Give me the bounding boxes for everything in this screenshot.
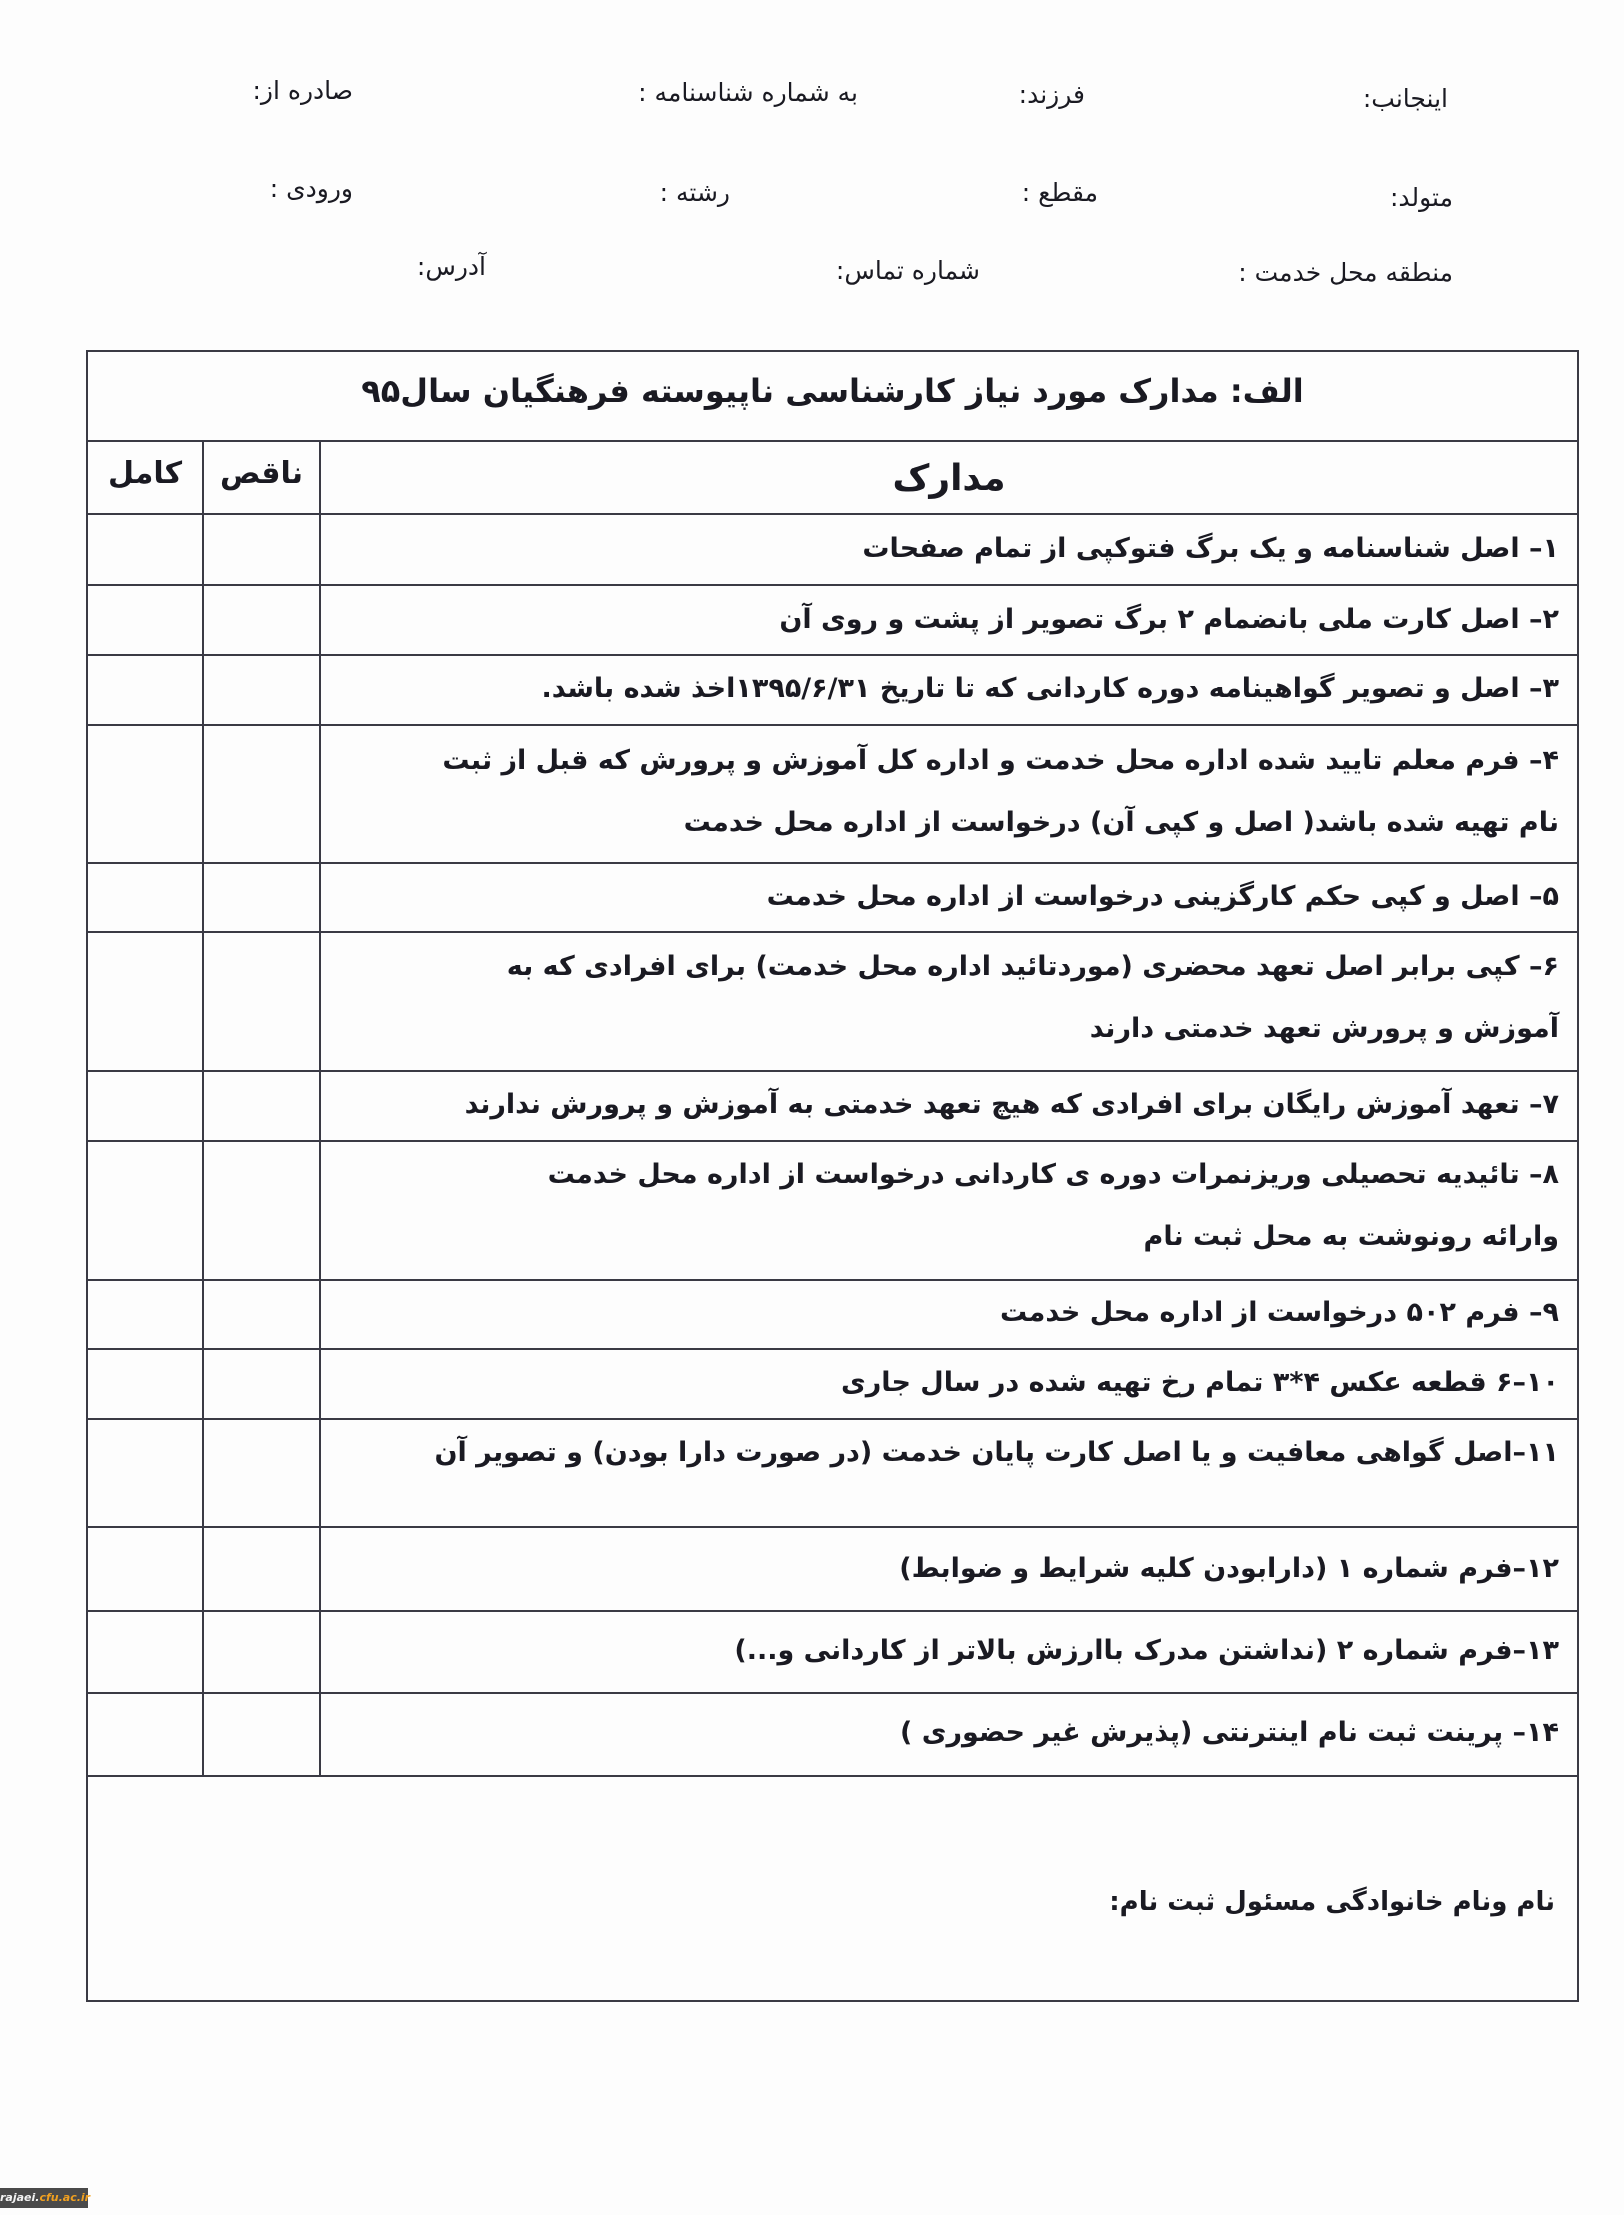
document-row-3 [541, 658, 1559, 720]
document-row-text: ۳– اصل و تصویر گواهینامه دوره کاردانی که تا تاریخ ۱۳۹۵/۶/۳۱اخذ شده باشد. [541, 673, 1559, 704]
column-header-complete: کامل [107, 456, 183, 491]
documents-checklist-table [86, 350, 1579, 2002]
document-row-12 [899, 1538, 1559, 1600]
row-divider [88, 1526, 1577, 1528]
row-divider [88, 724, 1577, 726]
column-header-documents: مدارک [892, 458, 1006, 499]
field-shenasname-label: به شماره شناسنامه : [638, 78, 858, 107]
row-divider [88, 931, 1577, 933]
field-maghta-label: مقطع : [1021, 178, 1098, 207]
column-header-incomplete: ناقص [219, 456, 304, 491]
document-row-text: ۴– فرم معلم تایید شده اداره محل خدمت و اداره کل آموزش و پرورش که قبل از ثبت [442, 745, 1559, 776]
document-row-2 [779, 589, 1559, 651]
field-farzand-label: فرزند: [1018, 80, 1085, 109]
document-row-text: ۱۳–فرم شماره ۲ (نداشتن مدرک باارزش بالاتر از کاردانی و...) [734, 1635, 1559, 1666]
registrar-name-label: نام ونام خانوادگی مسئول ثبت نام: [1109, 1887, 1555, 1917]
field-tamas-label: شماره تماس: [835, 256, 980, 285]
row-divider [88, 1692, 1577, 1694]
field-mantaghe-label: منطقه محل خدمت : [1238, 258, 1453, 287]
document-row-1 [862, 518, 1559, 580]
row-divider [88, 1279, 1577, 1281]
row-divider [88, 1610, 1577, 1612]
document-row-9 [1000, 1282, 1559, 1344]
watermark-prefix: rajaei. [0, 2191, 40, 2204]
document-row-text: ۲– اصل کارت ملی بانضمام ۲ برگ تصویر از پشت و روی آن [779, 604, 1559, 635]
row-divider [88, 1140, 1577, 1142]
document-row-text: وارائه رونوشت به محل ثبت نام [1143, 1221, 1559, 1252]
column-divider [319, 440, 321, 1775]
row-divider [88, 584, 1577, 586]
site-watermark [0, 2188, 91, 2208]
document-row-7 [465, 1074, 1559, 1136]
watermark-domain: cfu.ac.ir [39, 2191, 91, 2204]
table-title: الف: مدارک مورد نیاز کارشناسی ناپیوسته فرهنگیان سال۹۵ [361, 372, 1304, 410]
field-injaneb-label: اینجانب: [1362, 84, 1448, 113]
document-row-text: ۱۴– پرینت ثبت نام اینترنتی (پذیرش غیر حضوری ) [899, 1717, 1559, 1748]
document-row-10 [841, 1352, 1559, 1414]
document-row-text: ۱۱–اصل گواهی معافیت و یا اصل کارت پایان خدمت (در صورت دارا بودن) و تصویر آن [434, 1437, 1559, 1468]
row-divider [88, 1348, 1577, 1350]
row-divider [88, 862, 1577, 864]
document-row-text: نام تهیه شده باشد( اصل و کپی آن) درخواست از اداره محل خدمت [683, 807, 1559, 838]
document-row-6 [507, 936, 1559, 1060]
document-row-text: ۱– اصل شناسنامه و یک برگ فتوکپی از تمام صفحات [862, 533, 1559, 564]
row-divider [88, 654, 1577, 656]
field-address-label: آدرس: [416, 252, 486, 281]
document-row-4 [442, 730, 1559, 854]
document-row-text: ۷– تعهد آموزش رایگان برای افرادی که هیچ تعهد خدمتی به آموزش و پرورش ندارند [464, 1089, 1559, 1120]
document-row-5 [767, 866, 1559, 928]
document-row-text: ۱۲–فرم شماره ۱ (دارابودن کلیه شرایط و ضوابط) [899, 1553, 1559, 1584]
field-reshte-label: رشته : [659, 178, 730, 207]
field-sadere-label: صادره از: [252, 76, 353, 105]
row-divider [88, 1070, 1577, 1072]
document-row-14 [900, 1702, 1559, 1764]
document-row-8 [548, 1144, 1559, 1268]
field-vorudi-label: ورودی : [269, 174, 353, 203]
row-divider [88, 513, 1577, 515]
document-row-text: ۱۰–۶ قطعه عکس ۴*۳ تمام رخ تهیه شده در سال جاری [841, 1367, 1559, 1398]
column-divider [202, 440, 204, 1775]
document-row-text: ۸– تائیدیه تحصیلی وریزنمرات دوره ی کاردانی درخواست از اداره محل خدمت [547, 1159, 1559, 1190]
document-row-11 [434, 1422, 1559, 1484]
field-motavalled-label: متولد: [1389, 183, 1453, 212]
row-divider [88, 1418, 1577, 1420]
row-divider [88, 1775, 1577, 1777]
document-row-text: ۵– اصل و کپی حکم کارگزینی درخواست از اداره محل خدمت [766, 881, 1559, 912]
document-row-text: ۹– فرم ۵۰۲ درخواست از اداره محل خدمت [1000, 1297, 1559, 1328]
document-row-text: ۶– کپی برابر اصل تعهد محضری (موردتائید اداره محل خدمت) برای افرادی که به [506, 951, 1559, 982]
document-row-text: آموزش و پرورش تعهد خدمتی دارند [1089, 1013, 1559, 1044]
document-row-13 [734, 1620, 1559, 1682]
row-divider [88, 440, 1577, 442]
